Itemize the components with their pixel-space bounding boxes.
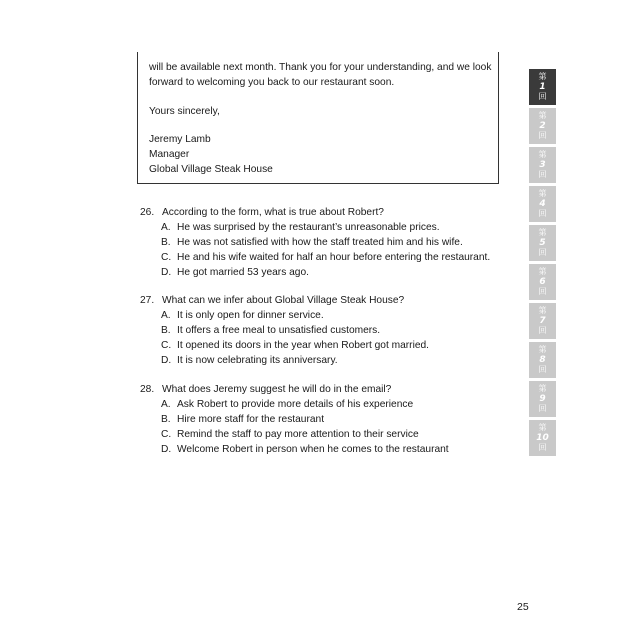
chapter-tab-3[interactable] [529,147,556,183]
option [140,265,490,280]
option [140,308,429,323]
option-text: Ask Robert to provide more details of his experience [177,399,414,410]
option-text: He was surprised by the restaurant’s unreasonable prices. [177,222,440,233]
chapter-tab-2[interactable] [529,108,556,144]
option-text: He and his wife waited for half an hour before entering the restaurant. [177,252,491,263]
tab-number: 9 [539,394,546,404]
letter-line: forward to welcoming you back to our restaurant soon. [149,77,395,88]
option-letter: B. [161,237,171,248]
question-number: 27. [140,295,155,306]
tab-suffix: 回 [538,248,547,257]
tab-number: 2 [539,121,546,131]
tab-number: 3 [539,160,546,170]
option-letter: B. [161,414,171,425]
letter-line: will be available next month. Thank you for your understanding, and we look [149,62,492,73]
option-letter: C. [161,252,172,263]
tab-number: 10 [536,433,549,443]
question-28 [140,382,449,457]
question-number: 28. [140,384,155,395]
tab-prefix: 第 [538,306,547,315]
option-letter: C. [161,429,172,440]
signature-company: Global Village Steak House [149,164,273,175]
option [140,235,490,250]
chapter-tab-1[interactable] [529,69,556,105]
tab-prefix: 第 [538,267,547,276]
tab-suffix: 回 [538,365,547,374]
question-stem: What can we infer about Global Village Steak House? [162,295,405,306]
tab-number: 6 [539,277,546,287]
option-letter: B. [161,325,171,336]
option [140,323,429,338]
tab-suffix: 回 [538,92,547,101]
tab-prefix: 第 [538,228,547,237]
question-26 [140,205,490,280]
tab-suffix: 回 [538,443,547,452]
option-letter: A. [161,222,171,233]
tab-prefix: 第 [538,189,547,198]
option [140,250,490,265]
question-number: 26. [140,207,155,218]
option-text: It opened its doors in the year when Robert got married. [177,340,429,351]
option-text: Welcome Robert in person when he comes to the restaurant [177,444,449,455]
question-stem: According to the form, what is true about Robert? [162,207,384,218]
chapter-tabs [529,69,556,459]
chapter-tab-6[interactable] [529,264,556,300]
option [140,427,449,442]
tab-prefix: 第 [538,150,547,159]
letter-closing: Yours sincerely, [149,106,220,117]
option [140,338,429,353]
option-letter: A. [161,310,171,321]
option-text: It is only open for dinner service. [177,310,324,321]
option-text: Hire more staff for the restaurant [177,414,325,425]
option-letter: A. [161,399,171,410]
tab-prefix: 第 [538,384,547,393]
option [140,353,429,368]
signature-name: Jeremy Lamb [149,134,211,145]
tab-suffix: 回 [538,131,547,140]
chapter-tab-9[interactable] [529,381,556,417]
chapter-tab-10[interactable] [529,420,556,456]
tab-prefix: 第 [538,72,547,81]
option-text: He was not satisfied with how the staff treated him and his wife. [177,237,463,248]
option [140,220,490,235]
chapter-tab-4[interactable] [529,186,556,222]
tab-suffix: 回 [538,326,547,335]
option-letter: D. [161,355,172,366]
tab-prefix: 第 [538,111,547,120]
tab-number: 4 [539,199,546,209]
option-text: He got married 53 years ago. [177,267,309,278]
tab-number: 1 [539,82,546,92]
option-text: It is now celebrating its anniversary. [177,355,338,366]
tab-prefix: 第 [538,345,547,354]
option [140,397,449,412]
option [140,412,449,427]
question-stem: What does Jeremy suggest he will do in the email? [162,384,392,395]
chapter-tab-5[interactable] [529,225,556,261]
tab-prefix: 第 [538,423,547,432]
tab-suffix: 回 [538,287,547,296]
tab-number: 8 [539,355,546,365]
option-text: Remind the staff to pay more attention to their service [177,429,419,440]
chapter-tab-7[interactable] [529,303,556,339]
question-27 [140,293,429,368]
tab-suffix: 回 [538,404,547,413]
tab-suffix: 回 [538,209,547,218]
option-letter: D. [161,267,172,278]
option [140,442,449,457]
page-number: 25 [517,601,529,613]
chapter-tab-8[interactable] [529,342,556,378]
tab-number: 5 [539,238,546,248]
option-letter: C. [161,340,172,351]
tab-suffix: 回 [538,170,547,179]
letter-box [137,52,499,184]
option-text: It offers a free meal to unsatisfied customers. [177,325,381,336]
tab-number: 7 [539,316,546,326]
option-letter: D. [161,444,172,455]
signature-title: Manager [149,149,190,160]
